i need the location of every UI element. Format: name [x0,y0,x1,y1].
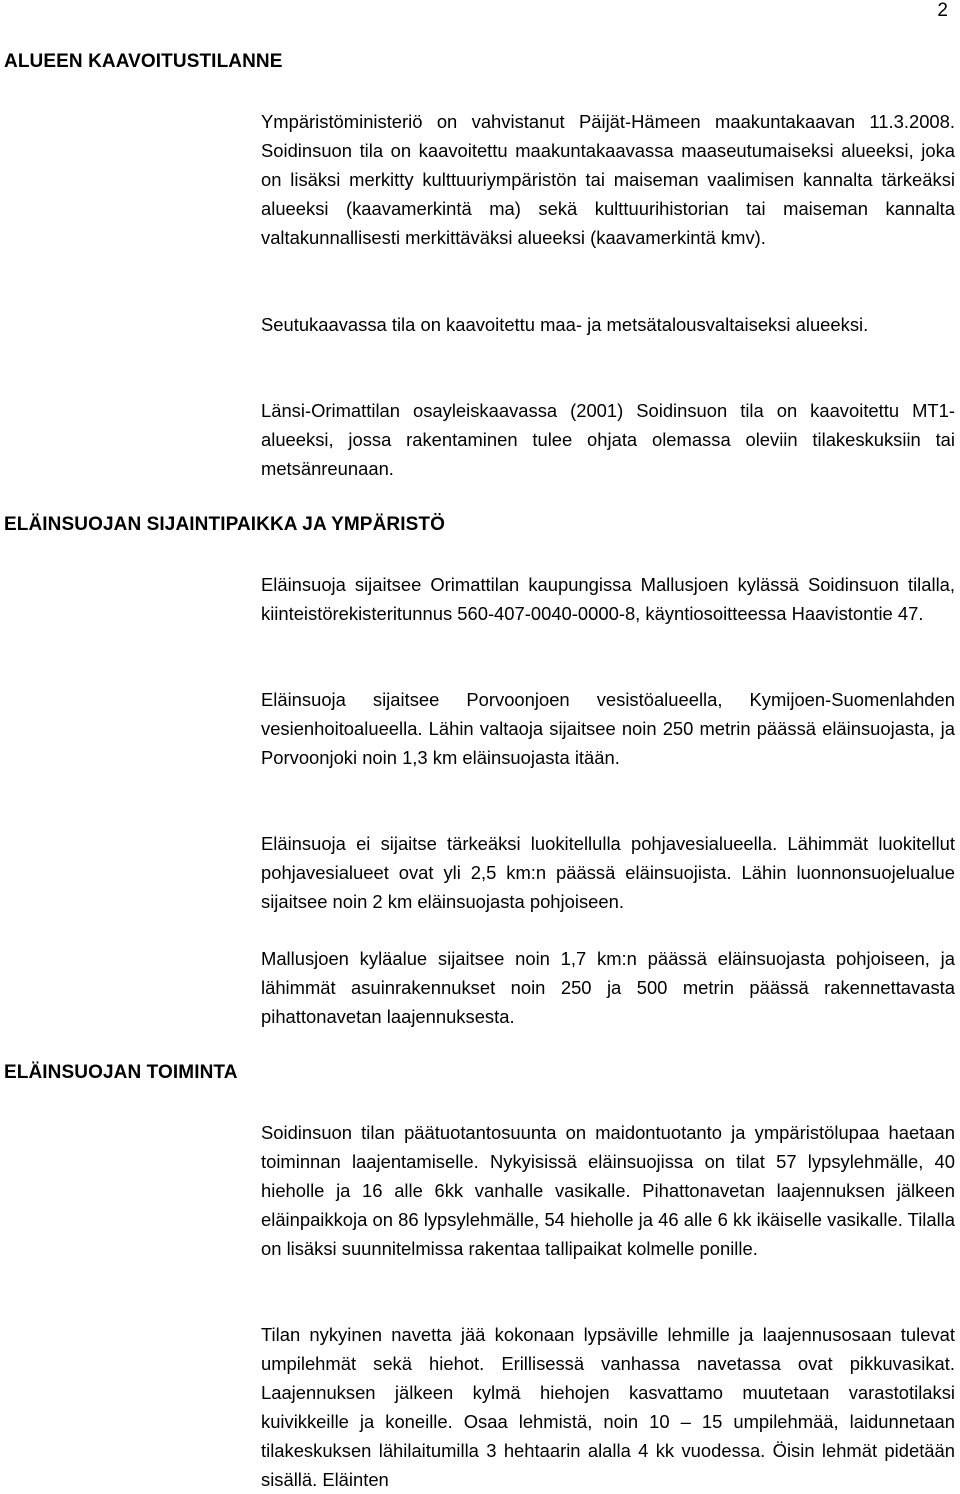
paragraph-location-4: Mallusjoen kyläalue sijaitsee noin 1,7 km:n päässä eläinsuojasta pohjoiseen, ja lähimmät asuinrakennukset noin 250 ja 500 metrin päässä rakennettavasta pihattonavetan laajennuksesta. [261,948,955,1027]
paragraph-zoning-3: Länsi-Orimattilan osayleiskaavassa (2001) Soidinsuon tila on kaavoitettu MT1-alueeksi, jossa rakentaminen tulee ohjata olemassa oleviin tilakeskuksiin tai metsänreunaan. [261,400,955,479]
paragraph-location-3: Eläinsuoja ei sijaitse tärkeäksi luokitellulla pohjavesialueella. Lähimmät luokitellut pohjavesialueet ovat yli 2,5 km:n päässä eläinsuojista. Lähin luonnonsuojelualue sijaitsee noin 2 km eläinsuojasta pohjoiseen. [261,833,955,912]
paragraph-operation-2: Tilan nykyinen navetta jää kokonaan lypsäville lehmille ja laajennusosaan tulevat umpilehmät sekä hiehot. Erillisessä vanhassa navetassa ovat pikkuvasikat. Laajennuksen jälkeen kylmä hiehojen kasvattamo muutetaan varastotilaksi kuivikkeille ja koneille. Osaa lehmistä, noin 10 – 15 umpilehmää, laidunnetaan tilakeskuksen lähilaitumilla 3 hehtaarin alalla 4 kk vuodessa. Öisin lehmät pidetään sisällä. Eläinten [261,1324,955,1490]
section-heading-zoning: ALUEEN KAAVOITUSTILANNE [4,51,283,72]
paragraph-location-2: Eläinsuoja sijaitsee Porvoonjoen vesistöalueella, Kymijoen-Suomenlahden vesienhoitoalueella. Lähin valtaoja sijaitsee noin 250 metrin päässä eläinsuojasta, ja Porvoonjoki noin 1,3 km eläinsuojasta itään. [261,689,955,768]
section-heading-location: ELÄINSUOJAN SIJAINTIPAIKKA JA YMPÄRISTÖ [4,514,445,535]
paragraph-zoning-1: Ympäristöministeriö on vahvistanut Päijät-Hämeen maakuntakaavan 11.3.2008. Soidinsuon tila on kaavoitettu maakuntakaavassa maaseutumaiseksi alueeksi, joka on lisäksi merkitty kulttuuriympäristön tai maiseman vaalimisen kannalta tärkeäksi alueeksi (kaavamerkintä ma) sekä kulttuurihistorian tai maiseman kannalta valtakunnallisesti merkittäväksi alueeksi (kaavamerkintä kmv). [261,111,955,248]
page-number: 2 [937,0,948,21]
paragraph-location-1: Eläinsuoja sijaitsee Orimattilan kaupungissa Mallusjoen kylässä Soidinsuon tilalla, kiinteistörekisteritunnus 560-407-0040-0000-8, käyntiosoitteessa Haavistontie 47. [261,574,955,624]
section-heading-operation: ELÄINSUOJAN TOIMINTA [4,1062,238,1083]
paragraph-operation-1: Soidinsuon tilan päätuotantosuunta on maidontuotanto ja ympäristölupaa haetaan toiminnan laajentamiselle. Nykyisissä eläinsuojissa on tilat 57 lypsylehmälle, 40 hieholle ja 16 alle 6kk vanhalle vasikalle. Pihattonavetan laajennuksen jälkeen eläinpaikkoja on 86 lypsylehmälle, 54 hieholle ja 46 alle 6 kk ikäiselle vasikalle. Tilalla on lisäksi suunnitelmissa rakentaa tallipaikat kolmelle ponille. [261,1122,955,1259]
paragraph-zoning-2: Seutukaavassa tila on kaavoitettu maa- ja metsätalousvaltaiseksi alueeksi. [261,314,869,335]
